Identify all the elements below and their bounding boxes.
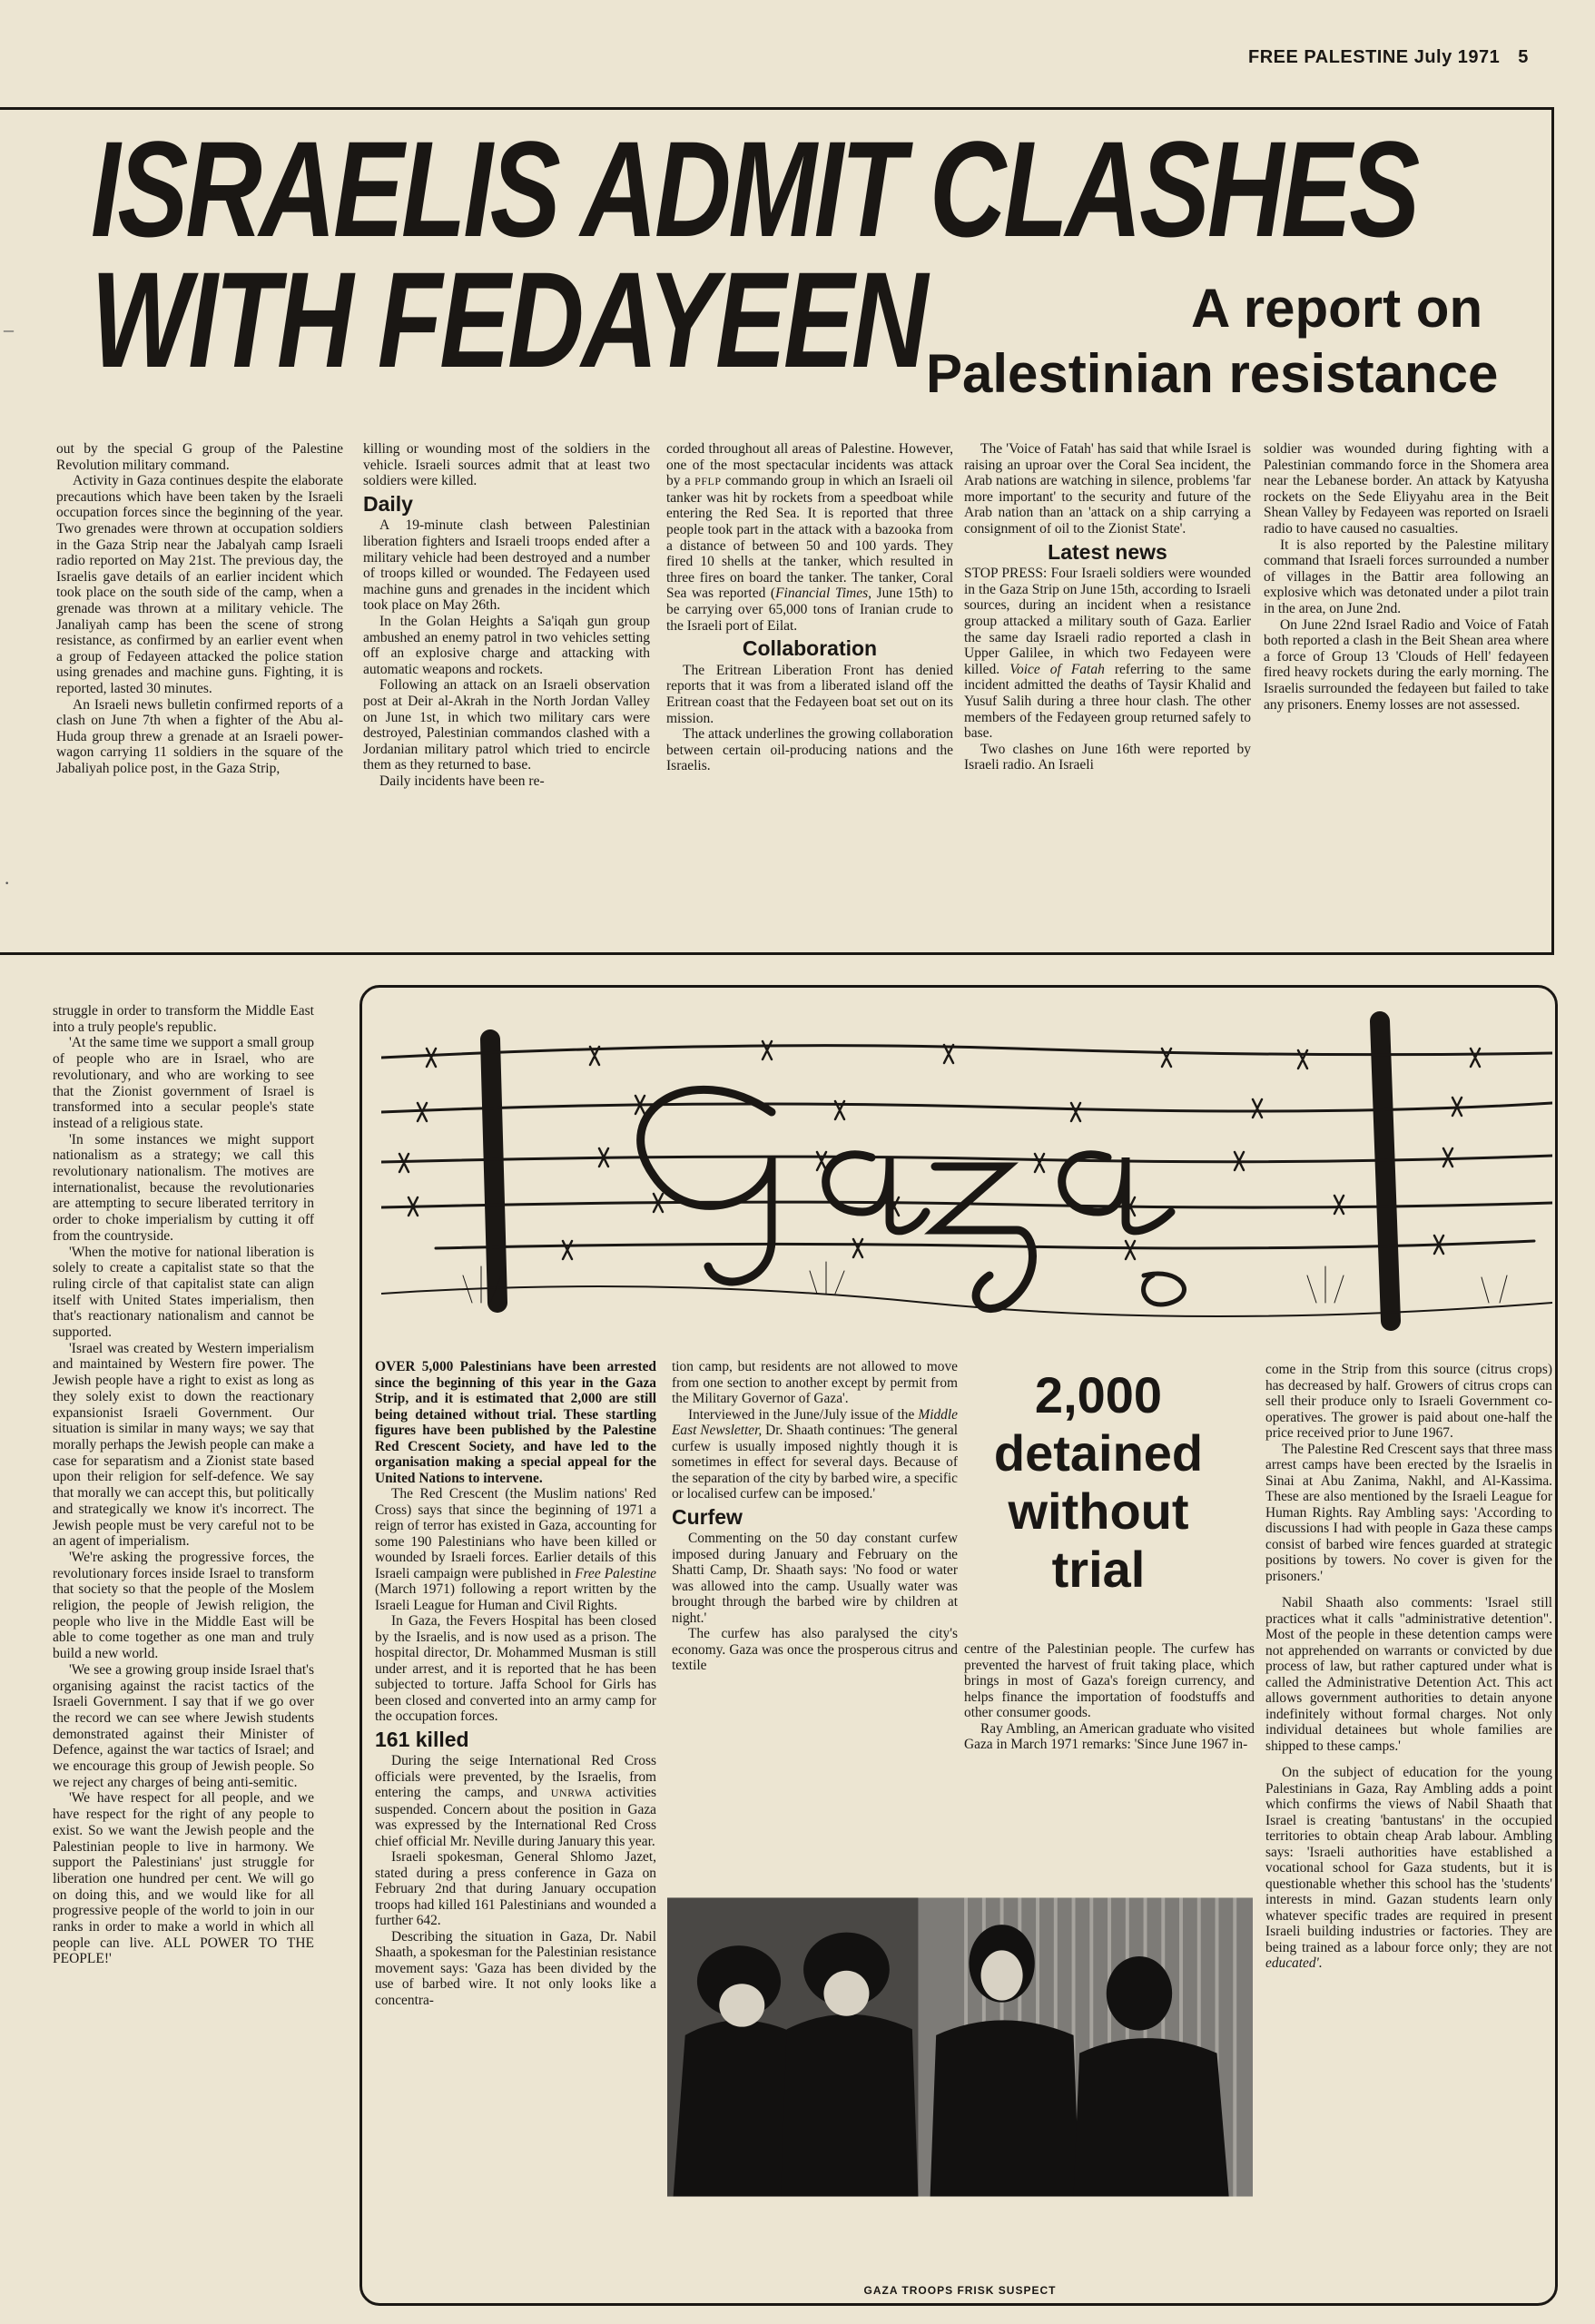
detained-headline xyxy=(962,1366,1235,1599)
section-heading-collaboration: Collaboration xyxy=(742,636,878,661)
paragraph: It is also reported by the Palestine military command that Israeli forces surrounded a number of villages in the Battir area following an explosive which was detonated under a pilot train in the area, on June 2nd. xyxy=(1264,537,1549,616)
paragraph: An Israeli news bulletin confirmed reports of a clash on June 7th when a fighter of the Abu al-Huda group threw a grenade at an Israeli power-wagon carrying 11 soldiers in the square of the Jabaliyah police post, in the Gaza Strip, xyxy=(56,696,343,776)
text-run: During the seige International Red Cross officials were prevented, by the Israelis, from entering the camps, and xyxy=(375,1753,656,1800)
text-run: corded throughout all areas of Palestine. However, one of the most spectacular incidents was attack by a xyxy=(666,441,953,489)
troops-photo xyxy=(667,1820,1253,2274)
paragraph: In the Golan Heights a Sa'iqah gun group ambushed an enemy patrol in two vehicles setting off an explosive charge and attacking with automatic weapons and rockets. xyxy=(363,613,650,677)
top-column-4 xyxy=(964,441,1251,945)
text-run: referring to the same incident admitted the deaths of Taysir Khalid and Yusuf Salih during a three hour clash. The other members of the Fedayeen group returned safely to base. xyxy=(964,661,1251,742)
paragraph xyxy=(666,441,953,634)
paragraph: In Gaza, the Fevers Hospital has been closed by the Israelis, and is now used as a prison. The hospital director, Dr. Mohammed Musman is still under arrest, and it is reported that he has been subjected to torture. Jaffa School for Girls has been closed and converted into an army camp for the occupation forces. xyxy=(375,1613,656,1724)
paragraph: 'When the motive for national liberation is solely to create a capitalist state so that the ruling circle of that capitalist state can align itself with United States imperialism, then that's reactionary nationalism and cannot be supported. xyxy=(53,1244,314,1341)
paragraph: centre of the Palestinian people. The curfew has prevented the harvest of fruit taking place, which brings in most of Gaza's foreign currency, and helps finance the importation of foodstuffs and other consumer goods. xyxy=(964,1641,1255,1720)
text-run: UNRWA xyxy=(550,1787,593,1799)
paragraph: Following an attack on an Israeli observation post at Deir al-Akrah in the North Jordan Valley on June 1st, in which two military cars were destroyed, Palestinian commandos clashed with a Jordanian military patrol which tried to encircle them as they returned to base. xyxy=(363,677,650,773)
paragraph xyxy=(672,1407,958,1502)
section-heading-latest-news: Latest news xyxy=(1048,539,1167,564)
lead-paragraph: OVER 5,000 Palestinians have been arrested since the beginning of this year in the Gaza Strip, and it is estimated that 2,000 are still being detained without trial. These startling figures have been published by the Palestine Red Crescent Society, and have led to the organisation making a special appeal for the United Nations to intervene. xyxy=(375,1359,656,1486)
paragraph: Nabil Shaath also comments: 'Israel still practices what it calls "administrative detention". Most of the people in these detention camps were not apprehended on warrants or convicted by due process of law, but rather captured under what is called the Administrative Detention Act. This act allows government authorities to detain anyone indefinitely without formal charges. Not only individual detainees but whole families are shipped to these camps.' xyxy=(1265,1595,1552,1754)
graffiti-word: Gaza xyxy=(381,1003,384,1004)
text-run: educated'. xyxy=(1265,1955,1323,1971)
paragraph: Two clashes on June 16th were reported by Israeli radio. An Israeli xyxy=(964,741,1251,773)
paragraph: Describing the situation in Gaza, Dr. Nabil Shaath, a spokesman for the Palestinian resistance movement says: 'Gaza has been divided by the use of barbed wire. It not only looks like a concentra- xyxy=(375,1928,656,2008)
paragraph: tion camp, but residents are not allowed to move from one section to another except by permit from the Military Governor of Gaza'. xyxy=(672,1359,958,1406)
text-run: June 15th) to be carrying over 65,000 tons of Iranian crude to the Israeli port of Eilat. xyxy=(666,586,953,634)
masthead xyxy=(1248,47,1529,68)
text-run: activities suspended. Concern about the position in Gaza was expressed by the International Red Cross chief official Mr. Neville during January this year. xyxy=(375,1785,656,1849)
text-run: Financial Times, xyxy=(775,586,872,602)
fence-post-left xyxy=(490,1039,497,1303)
headline-word: without xyxy=(1008,1482,1189,1540)
paragraph: Ray Ambling, an American graduate who visited Gaza in March 1971 remarks: 'Since June 1967 in- xyxy=(964,1720,1255,1752)
masthead-title: FREE PALESTINE July 1971 xyxy=(1248,47,1501,67)
paragraph: Daily incidents have been re- xyxy=(379,773,545,789)
headline-number: 2,000 xyxy=(1034,1366,1163,1423)
headline-line-1: ISRAELIS ADMIT CLASHES xyxy=(91,113,1418,265)
fence-post-right xyxy=(1380,1021,1391,1321)
paragraph: out by the special G group of the Palestine Revolution military command. xyxy=(56,441,343,473)
paragraph: The curfew has also paralysed the city's economy. Gaza was once the prosperous citrus and textile xyxy=(672,1626,958,1673)
photo-caption: GAZA TROOPS FRISK SUSPECT xyxy=(863,2284,1057,2297)
paragraph: struggle in order to transform the Middle East into a truly people's republic. xyxy=(53,1003,314,1035)
paragraph: 'We have respect for all people, and we have respect for the right of any people to exist. So we want the Jewish people and the Palestinian people to live in harmony. We support the Palestinians' just struggle for liberation one hundred per cent. We will go on doing this, and we would like for all progressive people of the world to join in our ranks in order to make a world in which all people can live. ALL POWER TO THE PEOPLE!' xyxy=(53,1790,314,1967)
margin-mark: · xyxy=(4,872,11,894)
subhead-line-1: A report on xyxy=(1191,278,1483,339)
text-run: commando group in which an Israeli oil tanker was hit by rockets from a speedboat while entering the Red Sea. It is reported that three people took part in the attack with a bazooka from a distance of between 50 and 100 yards. They fired 10 shells at the tanker, which resulted in three fires on board the tanker. The tanker, Coral Sea was reported ( xyxy=(666,473,953,602)
text-run: Voice of Fatah xyxy=(1009,661,1105,677)
paragraph: Israeli spokesman, General Shlomo Jazet, stated during a press conference in Gaza on February 2nd that during January occupation troops had killed 161 Palestinians and wounded a further 642. xyxy=(375,1849,656,1928)
headline-line-2: WITH FEDAYEEN xyxy=(91,243,926,396)
paragraph xyxy=(375,1753,656,1849)
paragraph: 'At the same time we support a small group of people who are in Israel, who are revolutionary, and who are working to see that the Zionist government of Israel is transformed into a secular people's state instead of a religious state. xyxy=(53,1035,314,1131)
paragraph: 'Israel was created by Western imperialism and maintained by Western fire power. The Jewish people have a right to exist as long as they solely exist to down the reactionary expansionist Israeli Government. Our situation is similar in many ways; we say that morally perhaps the Jewish people can make a case for separatism and a Zionist state based upon their religion for self-defence. We say that morally we can accept this, but politically and strategically we know it's incorrect. The Jewish people must be very careful not to be an agent of imperialism. xyxy=(53,1340,314,1550)
paragraph: 'We see a growing group inside Israel that's organising against the racist tactics of the Israeli Government. I say that if we go over the record we can see where Jewish students demonstrated against their Minister of Defence, against the war tactics of Israel; and we encourage this group of Jewish people. So we reject any charges of being anti-semitic. xyxy=(53,1661,314,1790)
section-heading-daily: Daily xyxy=(363,491,413,516)
text-run: The Red Crescent (the Muslim nations' Red Cross) says that since the beginning of 1971 a reign of terror has existed in Gaza, accounting for some 190 Palestinians who have been killed or wounded by Israeli forces. Earlier details of this Israeli campaign were published in xyxy=(375,1486,656,1581)
paragraph: soldier was wounded during fighting with a Palestinian commando force in the Shomera area near the Lebanese border. An attack by Katyusha rockets on the Sede Eliyyahu area in the Beit Shean Valley by Fedayeen was reported on Israeli radio to have caused no casualties. xyxy=(1264,441,1549,537)
paragraph xyxy=(375,1486,656,1613)
paragraph xyxy=(964,566,1251,742)
top-column-3 xyxy=(666,441,953,945)
top-column-2 xyxy=(363,441,650,945)
gaza-column-4 xyxy=(1265,1362,1552,2270)
paragraph: The Palestine Red Crescent says that three mass arrest camps have been erected by the Israelis in Sinai at Abu Zanima, Nakhl, and Al-Kassima. These are also mentioned by the Israeli League for Human Rights. Ray Ambling says: 'According to discussions I had with people in Gaza these camps consist of barbed wire fences guarded at strategic positions by towers. No cover is given for the prisoners.' xyxy=(1265,1441,1552,1584)
paragraph: Commenting on the 50 day constant curfew imposed during January and February on the Shatti Camp, Dr. Shaath says: 'No food or water was allowed into the camp. Usually water was brought through the barbed wire by children at night.' xyxy=(672,1531,958,1626)
paragraph: On June 22nd Israel Radio and Voice of Fatah both reported a clash in the Beit Shean area where a force of Group 13 'Clouds of Hell' fedayeen fired heavy rockets during the early morning. The Israelis surrounded the fedayeen but failed to take any prisoners. Enemy losses are not assessed. xyxy=(1264,616,1549,713)
text-run: Interviewed in the June/July issue of the xyxy=(688,1406,919,1423)
paragraph: A 19-minute clash between Palestinian liberation fighters and Israeli troops ended after a military vehicle had been destroyed and a number of troops killed or wounded. The Fedayeen used machine guns and grenades in the incident which took place on May 26th. xyxy=(363,517,650,614)
section-heading-161-killed: 161 killed xyxy=(375,1727,469,1751)
page-number: 5 xyxy=(1518,47,1529,67)
left-column xyxy=(53,1003,314,2310)
gaza-column-2 xyxy=(672,1359,958,1817)
paragraph: come in the Strip from this source (citrus crops) has decreased by half. Growers of citrus crops can sell their produce only to Israeli Government co-operatives. The grower is paid about one-half the price received prior to June 1967. xyxy=(1265,1362,1552,1441)
headline-word: trial xyxy=(1051,1541,1146,1598)
paragraph: killing or wounding most of the soldiers in the vehicle. Israeli sources admit that at least two soldiers were killed. xyxy=(363,441,650,489)
text-run: Middle East Newsletter, xyxy=(672,1406,958,1438)
paragraph xyxy=(1265,1765,1552,1972)
paragraph: The Eritrean Liberation Front has denied reports that it was from a liberated island off the Eritrean coast that the Fedayeen boat set out on its mission. xyxy=(666,662,953,726)
barbed-wire-illustration xyxy=(381,1003,1552,1348)
gaza-column-3 xyxy=(964,1641,1255,1818)
text-run: PFLP xyxy=(694,475,722,488)
paragraph: The 'Voice of Fatah' has said that while Israel is raising an uproar over the Coral Sea incident, the Arab nations are watching in silence, problems 'far more important' to the security and future of the Arab nation than an 'attack on a ship carrying a consignment of oil to the Zionist State'. xyxy=(964,441,1251,537)
subhead-line-2: Palestinian resistance xyxy=(926,343,1499,404)
paragraph: Activity in Gaza continues despite the elaborate precautions which have been taken by the Israeli occupation forces since the beginning of the year. Two grenades were thrown at occupation soldiers in the Gaza Strip near the Jabalyah camp Israeli radio reported on May 21st. The previous day, the Israelis gave details of an earlier incident which took place on the south side of the camp, when a grenade was thrown at a military vehicle. The Janaliyah camp has been the scene of strong resistance, as confirmed by an earlier event when a group of Fedayeen attacked the police station using grenades and machine guns. Fighting, it is reported, lasted 30 minutes. xyxy=(56,473,343,696)
margin-mark: – xyxy=(4,318,14,340)
text-run: STOP PRESS: Four Israeli soldiers were wounded in the Gaza Strip on June 15th, according to Israeli sources, during an incident when a resistance group attacked a military south of Gaza. Earlier the same day Israeli radio reported a clash in Upper Galilee, in which two Fedayeen were killed. xyxy=(964,566,1251,677)
paragraph: 'We're asking the progressive forces, the revolutionary forces inside Israel to transform that society so that the people of the Moslem religion, the people of Jewish religion, the people who live in the Middle East will be able to come together as one man and truly build a new world. xyxy=(53,1549,314,1662)
top-column-1 xyxy=(56,441,343,945)
text-run: On the subject of education for the young Palestinians in Gaza, Ray Ambling adds a point which confirms the views of Nabil Shaath that Israel is creating 'bantustans' in the occupied territories to obtain cheap Arab labour. Ambling says: 'Israeli authorities have established a vocational school for Gaza students, but it is questionable whether this school has the 'students' interests in mind. Gazan students learn only whatever specific trades are required in present Israeli building industries or factories. They are being trained as a labour force only; they are not xyxy=(1265,1765,1552,1955)
section-heading-curfew: Curfew xyxy=(672,1504,743,1529)
text-run: Free Palestine xyxy=(575,1565,656,1581)
paragraph: 'In some instances we might support nationalism as a strategy; we call this revolutionary nationalism. The motives are internationalist, because the revolutionaries are attempting to secure liberated territory in order to choke imperialism by cutting it off from the countryside. xyxy=(53,1131,314,1244)
headline-word: detained xyxy=(993,1424,1204,1482)
gaza-column-1 xyxy=(375,1359,656,2303)
paragraph: The attack underlines the growing collaboration between certain oil-producing nations and the Israelis. xyxy=(666,726,953,774)
text-run: (March 1971) following a report written by the Israeli League for Human and Civil Rights. xyxy=(375,1581,656,1613)
top-column-5 xyxy=(1264,441,1549,945)
text-run: Dr. Shaath continues: 'The general curfew is usually imposed nightly though it is sometimes in effect for several days. Because of the separation of the city by barbed wire, a specific or localised curfew can be imposed.' xyxy=(672,1423,958,1502)
